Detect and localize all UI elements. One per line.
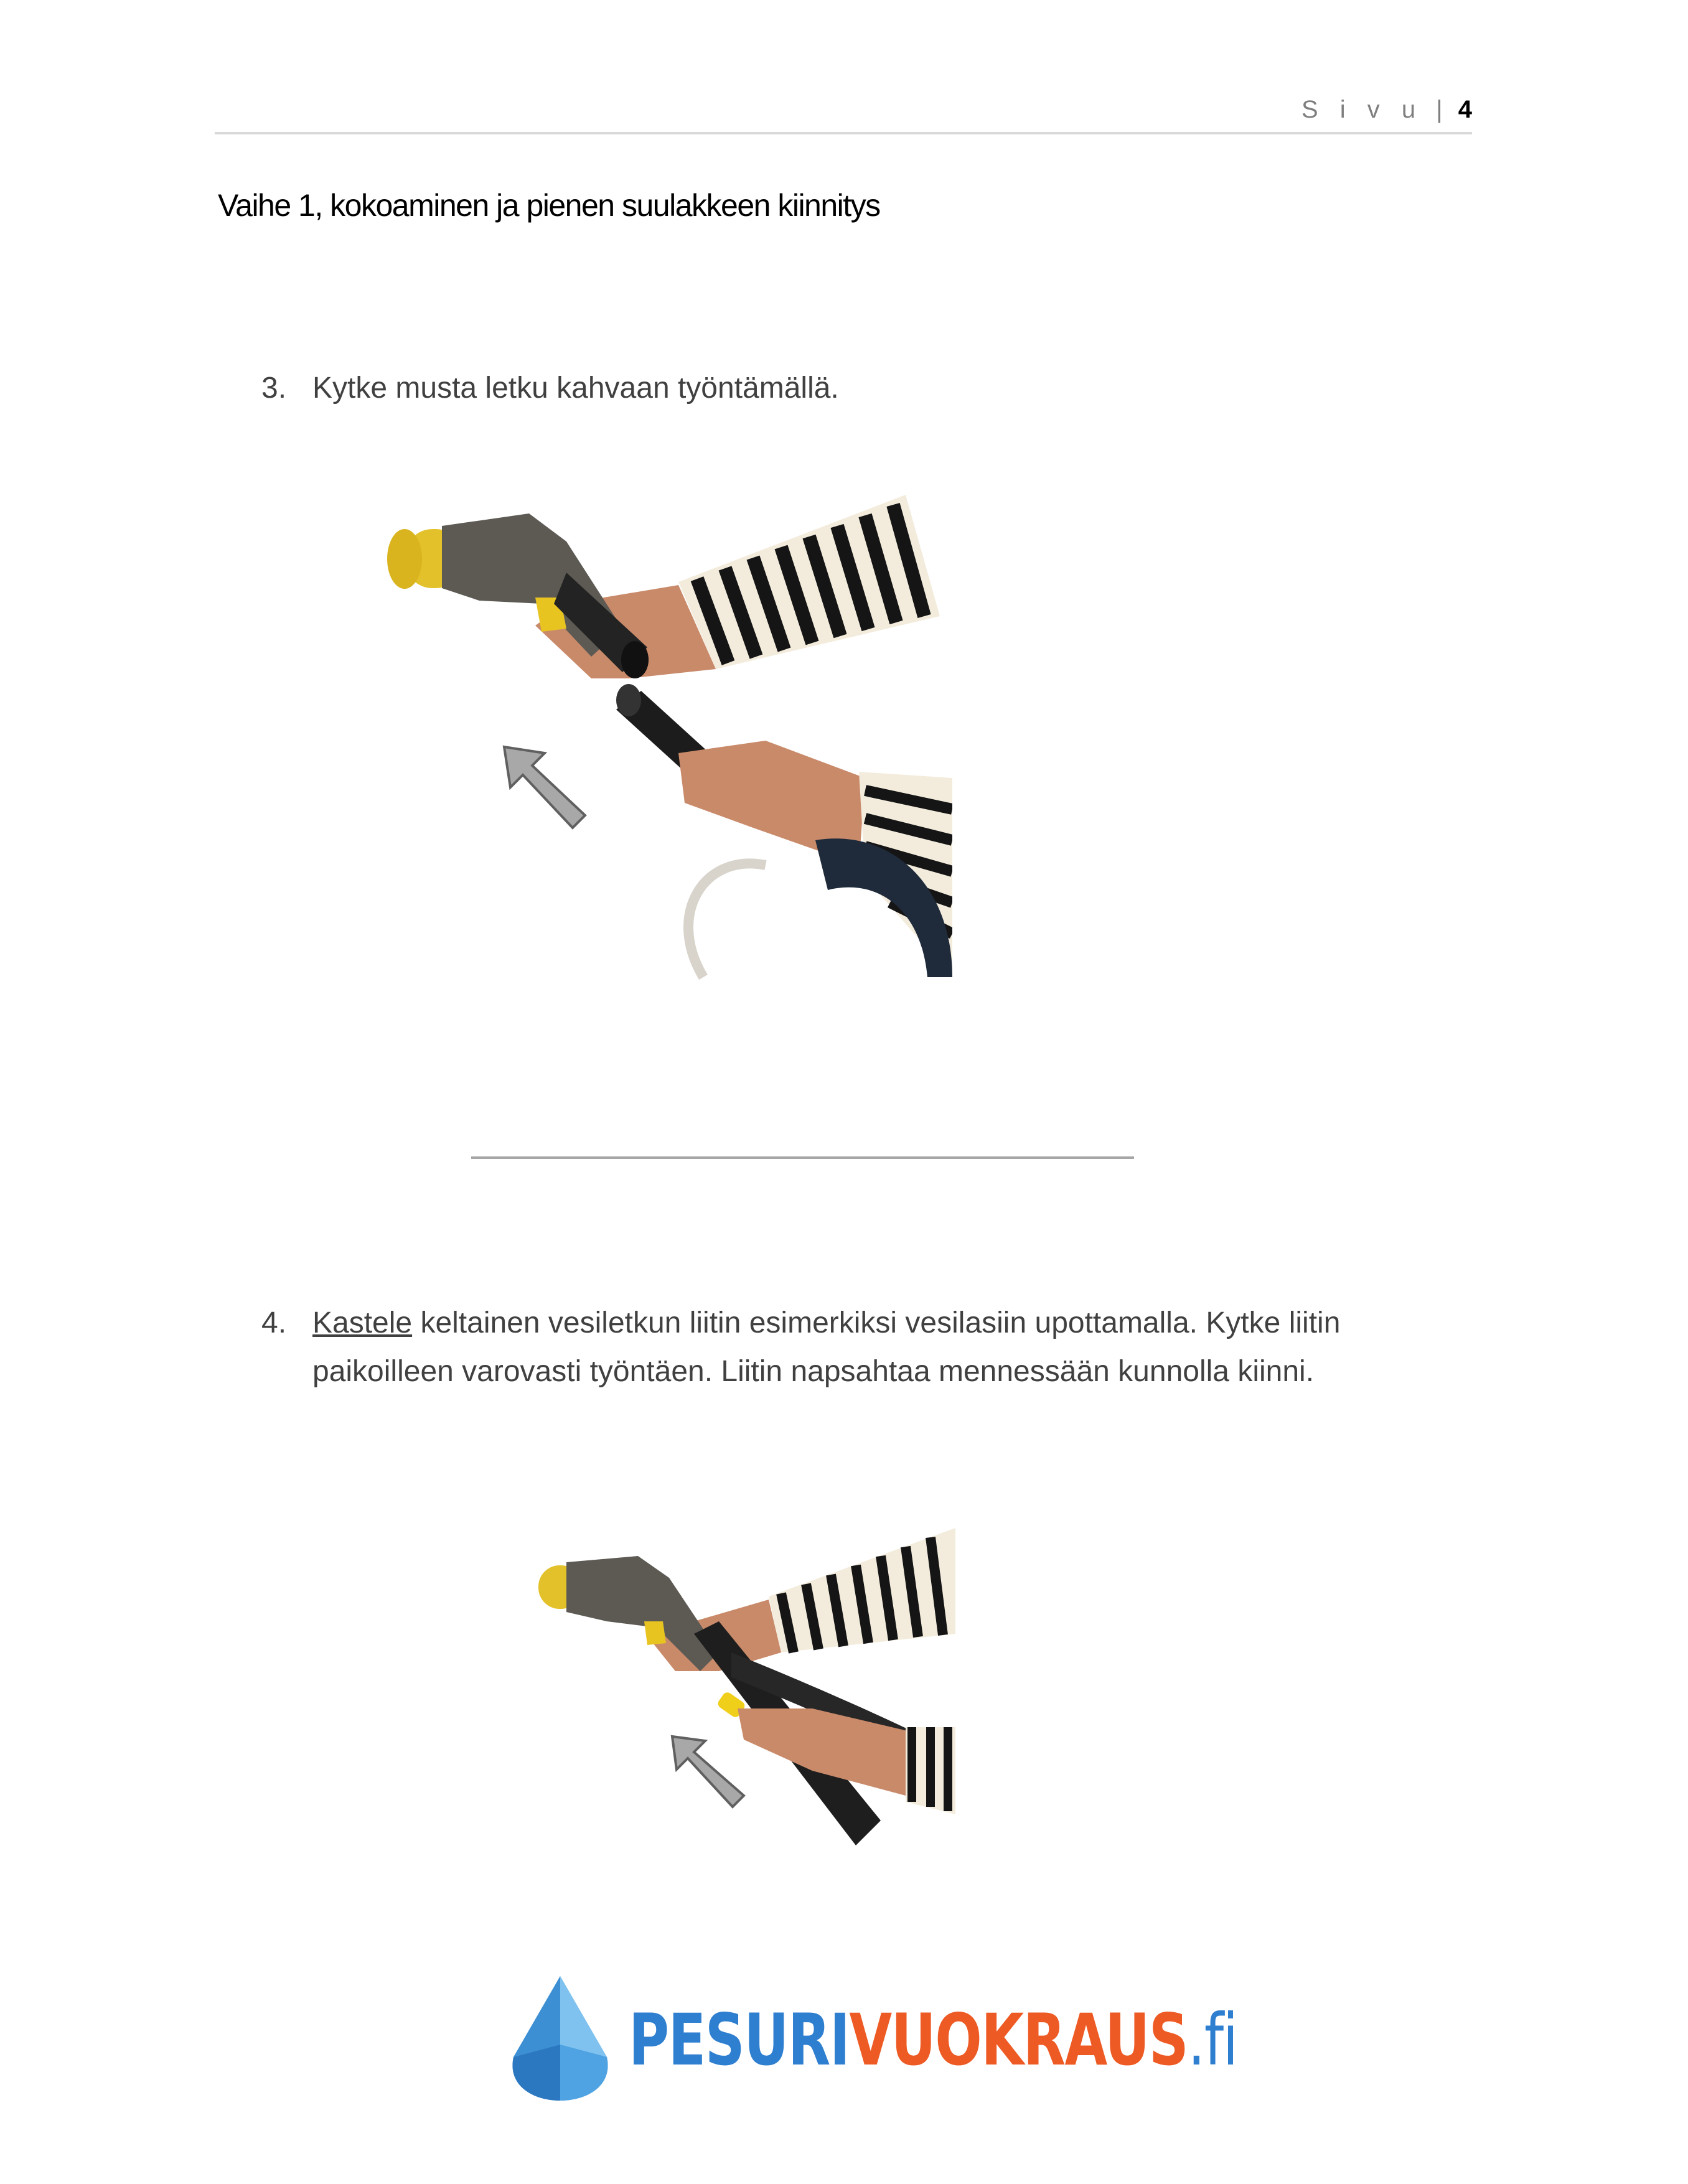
handle — [387, 513, 649, 678]
step-number: 4. — [261, 1306, 287, 1339]
water-hose — [688, 863, 766, 977]
logo-wordmark — [629, 2000, 1237, 2081]
photo-1-illustration — [330, 479, 952, 983]
step-text: Kytke musta letku kahvaan työntämällä. — [312, 372, 839, 405]
page-header — [215, 93, 1472, 134]
striped-sleeve-upper — [769, 1528, 955, 1652]
gray-arrow-icon — [504, 747, 585, 828]
section-divider — [471, 1156, 1134, 1159]
gray-arrow-icon — [672, 1736, 744, 1807]
step-number: 3. — [261, 372, 287, 405]
section-heading: Vaihe 1, kokoaminen ja pienen suulakkeen kiinnitys — [218, 188, 880, 223]
water-drop-icon — [507, 1976, 613, 2101]
page-number: 4 — [1458, 96, 1472, 123]
logo-part-pesuri: PESURI — [629, 1999, 850, 2081]
step-text-underlined: Kastele — [312, 1306, 413, 1339]
page-separator: | — [1436, 96, 1443, 123]
step-text-rest: keltainen vesiletkun liitin esimerkiksi vesilasiin upottamalla. Kytke liitin paikoilleen varovasti työntäen. Liitin napsahtaa mennessään kunnolla kiinni. — [312, 1306, 1341, 1388]
hose-connect-photo-icon — [330, 479, 952, 983]
striped-sleeve-upper — [678, 495, 940, 669]
logo-part-domain: .fi — [1188, 1999, 1237, 2081]
company-logo — [507, 1976, 1237, 2101]
step-3 — [261, 364, 1432, 413]
step-text — [312, 1299, 1432, 1396]
logo-part-vuokraus: VUOKRAUS — [849, 1999, 1188, 2081]
page-number-area — [1301, 95, 1472, 124]
step-4 — [261, 1299, 1432, 1396]
handle — [538, 1556, 719, 1671]
water-connector-photo-icon — [532, 1528, 955, 1889]
photo-2-illustration — [532, 1528, 955, 1889]
striped-sleeve-lower — [906, 1727, 955, 1814]
page-label: S i v u — [1301, 96, 1423, 123]
